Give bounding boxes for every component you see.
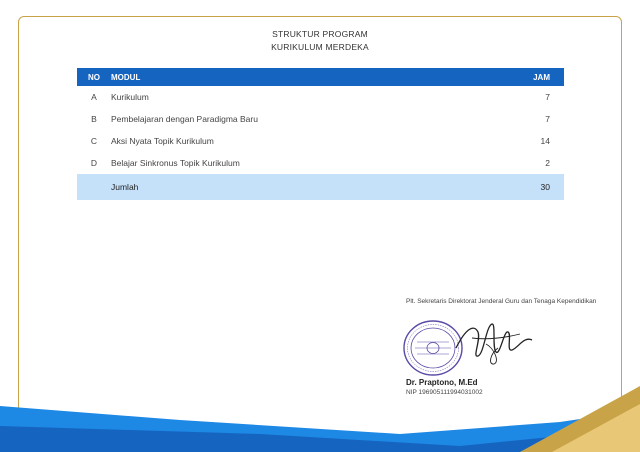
header-jam: JAM: [533, 72, 550, 82]
table-row: [77, 152, 564, 174]
row-jam: 2: [545, 158, 550, 168]
signatory-nip: NIP 196905111994031002: [406, 389, 483, 396]
row-jam: 7: [545, 92, 550, 102]
row-modul: Kurikulum: [111, 92, 149, 102]
handwritten-signature: [448, 318, 538, 366]
row-no: D: [90, 158, 98, 168]
table-row: [77, 86, 564, 108]
row-modul: Pembelajaran dengan Paradigma Baru: [111, 114, 258, 124]
row-jam: 14: [540, 136, 550, 146]
total-label: Jumlah: [111, 182, 139, 192]
signatory-name: Dr. Praptono, M.Ed: [406, 378, 478, 387]
total-row: [77, 174, 564, 200]
signatory-position: Plt. Sekretaris Direktorat Jenderal Guru dan Tenaga Kependidikan: [406, 298, 597, 305]
total-jam: 30: [540, 182, 550, 192]
row-modul: Aksi Nyata Topik Kurikulum: [111, 136, 214, 146]
header-modul: MODUL: [111, 72, 141, 82]
decorative-bottom-waves: [0, 378, 640, 452]
document-title: STRUKTUR PROGRAM: [272, 29, 368, 39]
module-table: [77, 68, 564, 200]
row-modul: Belajar Sinkronus Topik Kurikulum: [111, 158, 240, 168]
document-subtitle: KURIKULUM MERDEKA: [271, 42, 369, 52]
row-jam: 7: [545, 114, 550, 124]
table-header: [77, 68, 564, 86]
table-row: [77, 108, 564, 130]
row-no: C: [90, 136, 98, 146]
row-no: B: [91, 114, 97, 124]
table-row: [77, 130, 564, 152]
header-no: NO: [88, 72, 100, 82]
row-no: A: [91, 92, 97, 102]
